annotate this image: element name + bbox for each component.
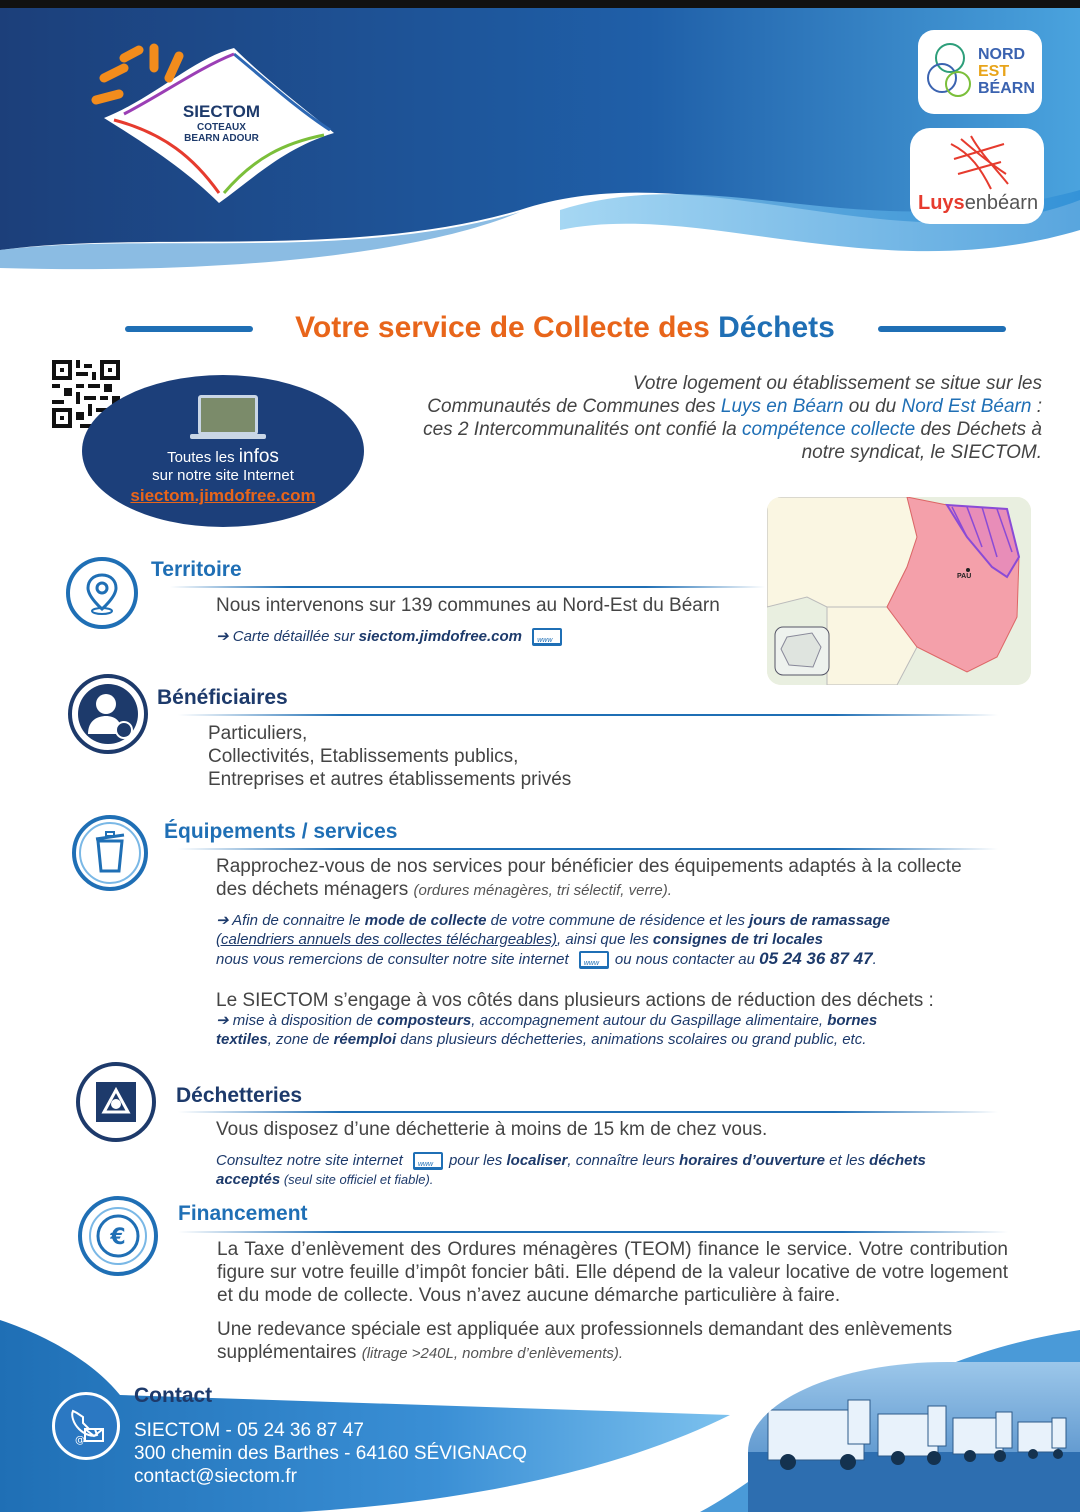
equipements-actions-l2 [216, 1030, 1006, 1049]
beneficiaires-rule [178, 714, 998, 716]
dechetteries-horaires: horaires d’ouverture [679, 1152, 825, 1169]
equipements-p1-line2a: des déchets ménagers [216, 879, 414, 900]
intro-line-2a: Communautés de Communes des [427, 396, 721, 417]
equipements-actions-l1c: , accompagnement autour du Gaspillage alimentaire, [471, 1012, 828, 1029]
equipements-actions-l1 [216, 1011, 1006, 1030]
website-link[interactable]: siectom.jimdofree.com [130, 486, 316, 505]
equipements-note-l3b: ou nous contacter au [614, 951, 760, 968]
equipements-p1-line1: Rapprochez-vous de nos services pour bénéficier des équipements adaptés à la collecte [216, 856, 962, 877]
equipements-consignes: consignes de tri locales [652, 931, 823, 948]
intro-luys: Luys en Béarn [720, 396, 844, 417]
svg-text:€: € [110, 1225, 126, 1250]
dechetteries-note-l1f: et les [824, 1152, 870, 1169]
equipements-note [216, 911, 1006, 969]
location-pin-icon [66, 557, 138, 629]
dechetteries-note-l1a: Consultez notre site internet [216, 1152, 407, 1169]
dechetteries-note-l1d: , connaître leurs [567, 1152, 680, 1169]
dechetteries-acceptes: acceptés [216, 1171, 281, 1189]
equipements-reemploi: réemploi [333, 1031, 397, 1048]
intro-competence: compétence collecte [742, 419, 916, 440]
financement-title: Financement [178, 1202, 308, 1225]
equipements-jours: jours de ramassage [749, 912, 891, 929]
page-title-main: Votre service de Collecte des [295, 311, 719, 344]
laptop-icon[interactable] [532, 628, 562, 646]
beneficiaires-item-2: Collectivités, Etablissements publics, [208, 746, 519, 767]
equipements-note-l3d: . [872, 951, 877, 968]
page-title-accent: Déchets [718, 311, 835, 344]
recycling-center-icon [76, 1062, 156, 1142]
contact-title: Contact [134, 1384, 213, 1407]
dechetteries-note-l1 [216, 1151, 1006, 1170]
territory-map-shape [767, 497, 1031, 685]
dechetteries-note-l1b: pour les [448, 1152, 507, 1169]
equipements-actions-l2d: dans plusieurs déchetteries, animations scolaires ou grand public, etc. [396, 1031, 867, 1048]
dechetteries-title: Déchetteries [176, 1084, 303, 1107]
intro-line-3c: des Déchets à [915, 419, 1042, 440]
website-stand-icon [190, 434, 266, 439]
territoire-title: Territoire [151, 558, 242, 581]
contact-address: 300 chemin des Barthes - 64160 SÉVIGNACQ [134, 1443, 527, 1464]
dechetteries-note [216, 1151, 1006, 1189]
luys-en-bearn-logo [910, 128, 1044, 224]
equipements-title: Équipements / services [164, 820, 398, 843]
nord-est-bearn-logo-mark [924, 38, 980, 106]
territoire-link-line [216, 627, 568, 646]
bin-icon [72, 815, 148, 891]
contact-block [134, 1419, 527, 1488]
laptop-icon[interactable] [413, 1152, 443, 1170]
intro-line-3 [362, 418, 1042, 441]
intro-line-3a: ces 2 Intercommunalités ont confié la [423, 419, 743, 440]
luys-logo-part2: enbéarn [964, 192, 1039, 214]
website-bubble-line2: sur notre site Internet [152, 467, 294, 484]
contact-glyph [55, 1395, 117, 1457]
dechetteries-dechets: déchets [869, 1152, 926, 1169]
financement-p2-note: (litrage >240L, nombre d’enlèvements). [361, 1345, 624, 1362]
equipements-phone[interactable]: 05 24 36 87 47 [759, 949, 873, 968]
territory-map [767, 497, 1031, 685]
intro-line-2c: ou du [843, 396, 902, 417]
equipements-p1-note: (ordures ménagères, tri sélectif, verre). [413, 882, 672, 899]
financement-p1: La Taxe d’enlèvement des Ordures ménagères (TEOM) finance le service. Votre contribution figure sur votre feuille d’impôt foncier bâti. Elle dépend de la valeur locative de votre logement et du mode de collecte. Vous n’avez aucune démarche particulière à faire. [217, 1239, 1008, 1306]
equipements-note-l2b: , ainsi que les [557, 931, 653, 948]
intro-line-2e: : [1031, 396, 1042, 417]
laptop-icon[interactable] [579, 951, 609, 969]
nord-est-bearn-logo-l1: NORD [978, 46, 1026, 63]
territoire-link[interactable]: siectom.jimdofree.com [358, 628, 523, 645]
beneficiaires-item-1: Particuliers, [208, 723, 308, 744]
siectom-logo-sub1: COTEAUX [197, 122, 246, 133]
equipements-actions-l1a: ➔ mise à disposition de [216, 1012, 377, 1029]
equipements-p1-line2 [216, 878, 1006, 902]
territoire-link-prefix: ➔ Carte détaillée sur [216, 628, 359, 645]
equipements-p2: Le SIECTOM s’engage à vos côtés dans plusieurs actions de réduction des déchets : [216, 990, 934, 1011]
user-icon [68, 674, 148, 754]
location-pin-glyph [70, 561, 134, 625]
equipements-note-l1 [216, 911, 1006, 930]
title-rule-left [125, 326, 253, 332]
intro-line-4: notre syndicat, le SIECTOM. [801, 442, 1042, 463]
contact-icon [52, 1392, 120, 1460]
equipements-bornes: bornes [827, 1012, 878, 1029]
intro-paragraph [362, 372, 1042, 464]
financement-p2-main: Une redevance spéciale est appliquée aux professionnels demandant des enlèvements supplémentaires [217, 1319, 953, 1363]
equipements-note-l3 [216, 949, 1006, 969]
equipements-actions-l2b: , zone de [267, 1031, 334, 1048]
page-title [262, 311, 868, 345]
euro-glyph [82, 1200, 154, 1272]
beneficiaires-item-3: Entreprises et autres établissements privés [208, 769, 572, 790]
territoire-text: Nous intervenons sur 139 communes au Nord-Est du Béarn [216, 595, 720, 616]
euro-icon [78, 1196, 158, 1276]
website-bubble-line1 [102, 446, 344, 468]
equipements-note-l1a: ➔ Afin de connaitre le [216, 912, 365, 929]
user-glyph [72, 678, 144, 750]
equipements-mode-collecte: mode de collecte [364, 912, 487, 929]
beneficiaires-title: Bénéficiaires [157, 686, 288, 709]
svg-text:@: @ [75, 1435, 85, 1446]
territoire-rule [170, 586, 765, 588]
beneficiaires-list [208, 722, 571, 791]
recycling-center-glyph [80, 1066, 152, 1138]
equipements-note-l1c: de votre commune de résidence et les [486, 912, 750, 929]
equipements-rule [178, 848, 998, 850]
website-screen-icon [198, 395, 258, 435]
luys-logo-mark [946, 134, 1010, 190]
equipements-note-l3a: nous vous remercions de consulter notre site internet [216, 951, 573, 968]
bin-glyph [76, 819, 144, 887]
financement-rule [178, 1231, 1008, 1233]
siectom-logo-sub2: BEARN ADOUR [184, 133, 259, 144]
map-city-label: PAU [957, 573, 972, 580]
siectom-logo [84, 38, 344, 208]
dechetteries-text: Vous disposez d’une déchetterie à moins de 15 km de chez vous. [216, 1119, 768, 1140]
intro-nord-est: Nord Est Béarn [901, 396, 1032, 417]
intro-line-1: Votre logement ou établissement se situe sur les [632, 373, 1042, 394]
dechetteries-rule [178, 1111, 998, 1113]
contact-phone[interactable]: SIECTOM - 05 24 36 87 47 [134, 1420, 364, 1441]
nord-est-bearn-logo [918, 30, 1042, 114]
equipements-composteurs: composteurs [376, 1012, 472, 1029]
dechetteries-localiser: localiser [506, 1152, 568, 1169]
equipements-actions [216, 1011, 1006, 1049]
dechetteries-note-l2b: (seul site officiel et fiable). [280, 1172, 434, 1188]
website-bubble-highlight: infos [238, 446, 279, 467]
title-rule-right [878, 326, 1006, 332]
contact-email[interactable]: contact@siectom.fr [134, 1466, 297, 1487]
website-bubble-prefix: Toutes les [167, 449, 239, 466]
equipements-textiles: textiles [216, 1031, 268, 1048]
equipements-p1 [216, 855, 1006, 902]
luys-logo-part1: Luys [918, 192, 965, 214]
dechetteries-note-l2 [216, 1170, 1006, 1189]
nord-est-bearn-logo-l3: BÉARN [978, 80, 1035, 97]
nord-est-bearn-logo-l2: EST [978, 63, 1010, 80]
siectom-logo-name: SIECTOM [182, 102, 261, 121]
equipements-calendriers[interactable]: (calendriers annuels des collectes téléchargeables) [216, 931, 558, 948]
intro-line-2 [362, 395, 1042, 418]
equipements-note-l2 [216, 930, 1006, 949]
